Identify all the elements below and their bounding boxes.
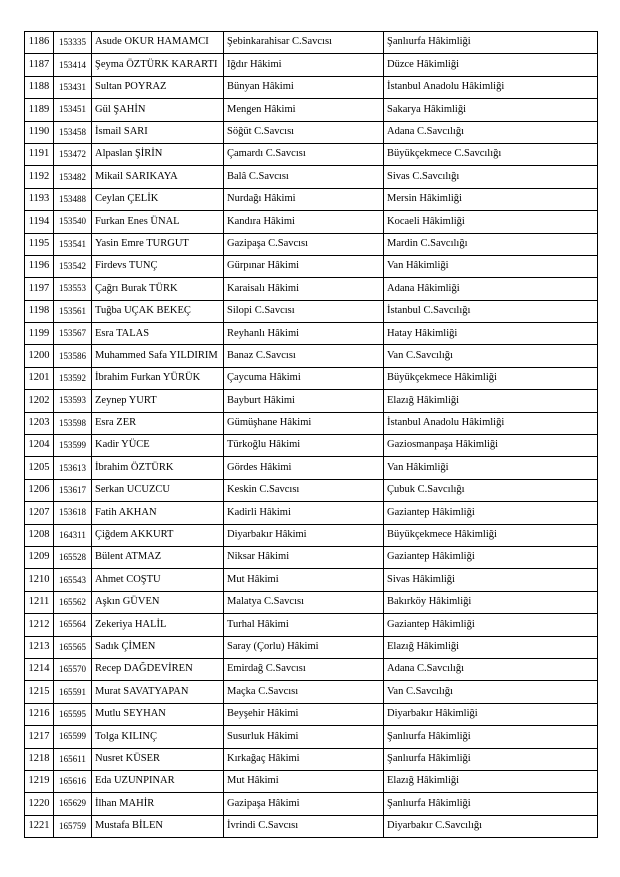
current-post: Balâ C.Savcısı [224,166,384,188]
person-name: Serkan UCUZCU [92,479,224,501]
current-post: Silopi C.Savcısı [224,300,384,322]
table-row [25,143,598,165]
new-post: Büyükçekmece Hâkimliği [384,524,598,546]
current-post: Iğdır Hâkimi [224,54,384,76]
person-name: Zeynep YURT [92,390,224,412]
table-row [25,681,598,703]
current-post: Nurdağı Hâkimi [224,188,384,210]
registry-number: 153488 [54,188,92,210]
row-number: 1209 [25,546,54,568]
row-number: 1201 [25,367,54,389]
registry-number: 153472 [54,143,92,165]
current-post: Kırkağaç Hâkimi [224,748,384,770]
new-post: Çubuk C.Savcılığı [384,479,598,501]
person-name: Şeyma ÖZTÜRK KARARTI [92,54,224,76]
table-row [25,166,598,188]
current-post: Diyarbakır Hâkimi [224,524,384,546]
person-name: Esra ZER [92,412,224,434]
current-post: Mut Hâkimi [224,569,384,591]
table-row [25,188,598,210]
registry-number: 165562 [54,591,92,613]
current-post: Saray (Çorlu) Hâkimi [224,636,384,658]
new-post: Van C.Savcılığı [384,681,598,703]
new-post: Hatay Hâkimliği [384,323,598,345]
current-post: Bünyan Hâkimi [224,76,384,98]
registry-number: 165564 [54,614,92,636]
person-name: Eda UZUNPINAR [92,770,224,792]
current-post: Turhal Hâkimi [224,614,384,636]
row-number: 1208 [25,524,54,546]
registry-number: 164311 [54,524,92,546]
row-number: 1193 [25,188,54,210]
registry-number: 153458 [54,121,92,143]
row-number: 1188 [25,76,54,98]
row-number: 1218 [25,748,54,770]
current-post: Maçka C.Savcısı [224,681,384,703]
appointment-table-body [25,32,598,838]
new-post: Gaziantep Hâkimliği [384,502,598,524]
new-post: Düzce Hâkimliği [384,54,598,76]
new-post: Bakırköy Hâkimliği [384,591,598,613]
current-post: Karaisalı Hâkimi [224,278,384,300]
registry-number: 165759 [54,815,92,837]
person-name: Mutlu SEYHAN [92,703,224,725]
registry-number: 153414 [54,54,92,76]
new-post: Büyükçekmece C.Savcılığı [384,143,598,165]
row-number: 1199 [25,323,54,345]
registry-number: 165528 [54,546,92,568]
table-row [25,524,598,546]
table-row [25,658,598,680]
new-post: Diyarbakır Hâkimliği [384,703,598,725]
current-post: Türkoğlu Hâkimi [224,435,384,457]
row-number: 1215 [25,681,54,703]
new-post: Adana C.Savcılığı [384,658,598,680]
person-name: İlhan MAHİR [92,793,224,815]
row-number: 1207 [25,502,54,524]
registry-number: 165599 [54,726,92,748]
current-post: Emirdağ C.Savcısı [224,658,384,680]
person-name: Çiğdem AKKURT [92,524,224,546]
person-name: Murat SAVATYAPAN [92,681,224,703]
person-name: Sultan POYRAZ [92,76,224,98]
person-name: Sadık ÇİMEN [92,636,224,658]
row-number: 1213 [25,636,54,658]
person-name: Furkan Enes ÜNAL [92,211,224,233]
table-row [25,546,598,568]
row-number: 1190 [25,121,54,143]
registry-number: 153599 [54,435,92,457]
registry-number: 153431 [54,76,92,98]
table-row [25,300,598,322]
new-post: Van Hâkimliği [384,255,598,277]
new-post: Mersin Hâkimliği [384,188,598,210]
person-name: Tuğba UÇAK BEKEÇ [92,300,224,322]
person-name: Mikail SARIKAYA [92,166,224,188]
person-name: İbrahim Furkan YÜRÜK [92,367,224,389]
table-row [25,345,598,367]
table-row [25,121,598,143]
registry-number: 165595 [54,703,92,725]
table-row [25,435,598,457]
current-post: Şebinkarahisar C.Savcısı [224,32,384,54]
current-post: Keskin C.Savcısı [224,479,384,501]
row-number: 1217 [25,726,54,748]
registry-number: 153542 [54,255,92,277]
row-number: 1203 [25,412,54,434]
table-row [25,636,598,658]
table-row [25,569,598,591]
person-name: Zekeriya HALİL [92,614,224,636]
registry-number: 153618 [54,502,92,524]
new-post: Gaziantep Hâkimliği [384,546,598,568]
person-name: Firdevs TUNÇ [92,255,224,277]
registry-number: 153617 [54,479,92,501]
registry-number: 153540 [54,211,92,233]
new-post: Elazığ Hâkimliği [384,636,598,658]
row-number: 1187 [25,54,54,76]
row-number: 1211 [25,591,54,613]
new-post: Kocaeli Hâkimliği [384,211,598,233]
new-post: İstanbul Anadolu Hâkimliği [384,412,598,434]
registry-number: 165565 [54,636,92,658]
current-post: Mut Hâkimi [224,770,384,792]
new-post: Elazığ Hâkimliği [384,770,598,792]
new-post: Gaziantep Hâkimliği [384,614,598,636]
table-row [25,815,598,837]
row-number: 1189 [25,99,54,121]
table-row [25,793,598,815]
table-row [25,591,598,613]
registry-number: 153592 [54,367,92,389]
person-name: Tolga KILINÇ [92,726,224,748]
current-post: Mengen Hâkimi [224,99,384,121]
person-name: Bülent ATMAZ [92,546,224,568]
registry-number: 165570 [54,658,92,680]
table-row [25,457,598,479]
row-number: 1194 [25,211,54,233]
person-name: Fatih AKHAN [92,502,224,524]
current-post: Susurluk Hâkimi [224,726,384,748]
person-name: Nusret KÜSER [92,748,224,770]
table-row [25,76,598,98]
current-post: Çamardı C.Savcısı [224,143,384,165]
current-post: Beyşehir Hâkimi [224,703,384,725]
current-post: Gürpınar Hâkimi [224,255,384,277]
new-post: Elazığ Hâkimliği [384,390,598,412]
person-name: Ahmet COŞTU [92,569,224,591]
registry-number: 153553 [54,278,92,300]
table-row [25,211,598,233]
current-post: Kadirli Hâkimi [224,502,384,524]
row-number: 1197 [25,278,54,300]
table-row [25,233,598,255]
table-row [25,412,598,434]
table-row [25,99,598,121]
person-name: Esra TALAS [92,323,224,345]
appointment-table [24,31,598,838]
row-number: 1200 [25,345,54,367]
registry-number: 153613 [54,457,92,479]
table-row [25,614,598,636]
current-post: Reyhanlı Hâkimi [224,323,384,345]
registry-number: 165611 [54,748,92,770]
new-post: Sivas C.Savcılığı [384,166,598,188]
registry-number: 153335 [54,32,92,54]
registry-number: 153593 [54,390,92,412]
row-number: 1220 [25,793,54,815]
new-post: Şanlıurfa Hâkimliği [384,793,598,815]
new-post: Şanlıurfa Hâkimliği [384,748,598,770]
row-number: 1212 [25,614,54,636]
table-row [25,323,598,345]
registry-number: 165591 [54,681,92,703]
current-post: Kandıra Hâkimi [224,211,384,233]
current-post: Malatya C.Savcısı [224,591,384,613]
person-name: İsmail SARI [92,121,224,143]
table-row [25,278,598,300]
registry-number: 153567 [54,323,92,345]
row-number: 1198 [25,300,54,322]
table-row [25,54,598,76]
row-number: 1205 [25,457,54,479]
current-post: Niksar Hâkimi [224,546,384,568]
registry-number: 153561 [54,300,92,322]
new-post: Adana Hâkimliği [384,278,598,300]
person-name: Mustafa BİLEN [92,815,224,837]
row-number: 1192 [25,166,54,188]
row-number: 1216 [25,703,54,725]
current-post: Gördes Hâkimi [224,457,384,479]
new-post: Mardin C.Savcılığı [384,233,598,255]
current-post: Gazipaşa C.Savcısı [224,233,384,255]
current-post: Söğüt C.Savcısı [224,121,384,143]
new-post: Diyarbakır C.Savcılığı [384,815,598,837]
table-row [25,502,598,524]
table-row [25,32,598,54]
person-name: Gül ŞAHİN [92,99,224,121]
row-number: 1196 [25,255,54,277]
new-post: Sivas Hâkimliği [384,569,598,591]
person-name: Çağrı Burak TÜRK [92,278,224,300]
registry-number: 165543 [54,569,92,591]
row-number: 1186 [25,32,54,54]
table-row [25,390,598,412]
person-name: Ceylan ÇELİK [92,188,224,210]
row-number: 1191 [25,143,54,165]
person-name: Asude OKUR HAMAMCI [92,32,224,54]
new-post: İstanbul Anadolu Hâkimliği [384,76,598,98]
new-post: Gaziosmanpaşa Hâkimliği [384,435,598,457]
document-page [24,31,597,838]
registry-number: 153598 [54,412,92,434]
registry-number: 153451 [54,99,92,121]
row-number: 1202 [25,390,54,412]
row-number: 1206 [25,479,54,501]
row-number: 1204 [25,435,54,457]
person-name: Aşkın GÜVEN [92,591,224,613]
person-name: Alpaslan ŞİRİN [92,143,224,165]
new-post: Van C.Savcılığı [384,345,598,367]
table-row [25,479,598,501]
new-post: Sakarya Hâkimliği [384,99,598,121]
person-name: Kadir YÜCE [92,435,224,457]
row-number: 1214 [25,658,54,680]
table-row [25,748,598,770]
row-number: 1221 [25,815,54,837]
table-row [25,367,598,389]
current-post: Gümüşhane Hâkimi [224,412,384,434]
row-number: 1195 [25,233,54,255]
new-post: Şanlıurfa Hâkimliği [384,726,598,748]
table-row [25,770,598,792]
registry-number: 165629 [54,793,92,815]
person-name: Muhammed Safa YILDIRIM [92,345,224,367]
registry-number: 153586 [54,345,92,367]
new-post: İstanbul C.Savcılığı [384,300,598,322]
current-post: Bayburt Hâkimi [224,390,384,412]
person-name: İbrahim ÖZTÜRK [92,457,224,479]
new-post: Büyükçekmece Hâkimliği [384,367,598,389]
current-post: Çaycuma Hâkimi [224,367,384,389]
new-post: Van Hâkimliği [384,457,598,479]
table-row [25,703,598,725]
current-post: Gazipaşa Hâkimi [224,793,384,815]
new-post: Şanlıurfa Hâkimliği [384,32,598,54]
current-post: Banaz C.Savcısı [224,345,384,367]
table-row [25,255,598,277]
current-post: İvrindi C.Savcısı [224,815,384,837]
person-name: Recep DAĞDEVİREN [92,658,224,680]
registry-number: 153482 [54,166,92,188]
row-number: 1210 [25,569,54,591]
table-row [25,726,598,748]
new-post: Adana C.Savcılığı [384,121,598,143]
registry-number: 165616 [54,770,92,792]
person-name: Yasin Emre TURGUT [92,233,224,255]
registry-number: 153541 [54,233,92,255]
row-number: 1219 [25,770,54,792]
